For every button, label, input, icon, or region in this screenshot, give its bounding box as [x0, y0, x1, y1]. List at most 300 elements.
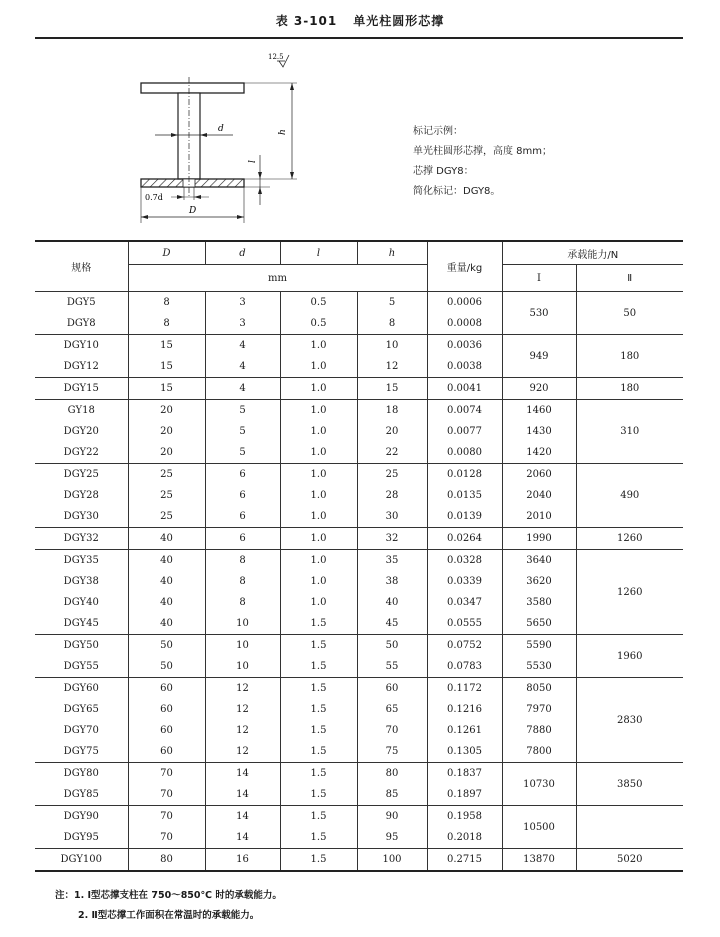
spec-value: DGY15 — [63, 383, 99, 394]
h-value: 15 — [385, 383, 399, 394]
weight-value: 0.2018 — [447, 832, 482, 843]
header-h: h — [357, 241, 427, 265]
cell-cap2: 180 — [576, 335, 683, 378]
table-name: 单光柱圆形芯撑 — [353, 14, 445, 28]
spec-value: DGY20 — [63, 426, 99, 437]
cell-l — [280, 378, 357, 400]
note-2: 2. Ⅱ型芯撑工作面积在常温时的承载能力。 — [78, 910, 260, 921]
weight-value: 0.1837 — [447, 768, 482, 779]
cell-weight — [427, 678, 502, 763]
cell-weight — [427, 400, 502, 464]
cell-spec — [35, 292, 128, 335]
D-value: 70 — [160, 811, 173, 822]
l-value: 1.0 — [310, 447, 327, 458]
spec-value: DGY50 — [63, 640, 99, 651]
cell-cap2: 490 — [576, 464, 683, 528]
cell-d — [205, 550, 280, 635]
cell-cap1 — [502, 528, 576, 550]
table-row-group — [35, 292, 683, 335]
l-value: 1.0 — [310, 426, 327, 437]
roughness-symbol — [268, 53, 289, 67]
weight-value: 0.2715 — [447, 854, 482, 865]
cell-cap1 — [502, 635, 576, 678]
cell-cap2: 310 — [576, 400, 683, 464]
cell-h — [357, 678, 427, 763]
h-value: 12 — [385, 361, 399, 372]
marking-example — [413, 122, 552, 202]
weight-value: 0.0555 — [447, 618, 482, 629]
header-weight: 重量/kg — [427, 241, 502, 292]
spec-value: DGY85 — [63, 789, 99, 800]
d-value: 6 — [239, 511, 246, 522]
l-value: 0.5 — [310, 318, 327, 329]
D-value: 20 — [160, 405, 173, 416]
notes — [55, 886, 282, 926]
spec-value: DGY90 — [63, 811, 99, 822]
cell-h — [357, 335, 427, 378]
table-row-group — [35, 464, 683, 528]
h-value: 38 — [385, 576, 399, 587]
h-value: 50 — [385, 640, 399, 651]
weight-value: 0.0041 — [447, 383, 482, 394]
l-value: 1.0 — [310, 361, 327, 372]
weight-value: 0.1172 — [447, 683, 482, 694]
h-value: 45 — [385, 618, 399, 629]
cell-l — [280, 849, 357, 872]
weight-value: 0.1261 — [447, 725, 482, 736]
cap1-value: 10730 — [523, 778, 555, 790]
cell-h — [357, 763, 427, 806]
cell-spec — [35, 763, 128, 806]
weight-value: 0.0006 — [447, 297, 482, 308]
l-value: 1.0 — [310, 555, 327, 566]
cell-weight — [427, 635, 502, 678]
header-cap-2: Ⅱ — [576, 265, 683, 292]
cell-cap2 — [576, 806, 683, 849]
h-value: 18 — [385, 405, 399, 416]
spec-value: DGY12 — [63, 361, 99, 372]
label-d: d — [218, 124, 224, 134]
cell-d — [205, 335, 280, 378]
d-value: 8 — [239, 576, 246, 587]
h-value: 55 — [385, 661, 399, 672]
cap1-value: 949 — [529, 350, 549, 362]
cell-h — [357, 635, 427, 678]
l-value: 1.5 — [310, 832, 327, 843]
weight-value: 0.0008 — [447, 318, 482, 329]
header-cap-1: Ⅰ — [502, 265, 576, 292]
h-value: 60 — [385, 683, 399, 694]
weight-value: 0.0783 — [447, 661, 482, 672]
note-1: 注：1. Ⅰ型芯撑支柱在 750～850℃ 时的承载能力。 — [55, 890, 282, 901]
cell-d — [205, 849, 280, 872]
cell-cap2: 1960 — [576, 635, 683, 678]
D-value: 50 — [160, 640, 173, 651]
d-value: 8 — [239, 555, 246, 566]
cell-D — [128, 550, 205, 635]
roughness-value: 12.5 — [268, 53, 284, 61]
h-value: 40 — [385, 597, 399, 608]
l-value: 1.0 — [310, 383, 327, 394]
cell-l — [280, 464, 357, 528]
cell-cap1 — [502, 335, 576, 378]
d-value: 14 — [236, 789, 249, 800]
D-value: 40 — [160, 576, 173, 587]
cell-D — [128, 678, 205, 763]
d-value: 12 — [236, 683, 249, 694]
D-value: 15 — [160, 383, 173, 394]
cell-weight — [427, 528, 502, 550]
label-D: D — [189, 206, 197, 216]
D-value: 40 — [160, 533, 173, 544]
cell-weight — [427, 763, 502, 806]
weight-value: 0.0128 — [447, 469, 482, 480]
cell-cap2: 1260 — [576, 550, 683, 635]
h-value: 75 — [385, 746, 399, 757]
spec-value: DGY75 — [63, 746, 99, 757]
l-value: 1.0 — [310, 533, 327, 544]
cell-l — [280, 763, 357, 806]
l-value: 1.0 — [310, 576, 327, 587]
spec-value: DGY8 — [66, 318, 96, 329]
table-number: 表 3-101 — [275, 14, 338, 28]
h-value: 32 — [385, 533, 399, 544]
D-value: 50 — [160, 661, 173, 672]
d-value: 5 — [239, 405, 246, 416]
l-value: 1.5 — [310, 854, 327, 865]
l-value: 1.5 — [310, 768, 327, 779]
d-value: 5 — [239, 447, 246, 458]
weight-value: 0.0038 — [447, 361, 482, 372]
cell-weight — [427, 292, 502, 335]
d-value: 16 — [236, 854, 249, 865]
cap1-value: 1420 — [526, 447, 552, 458]
h-value: 20 — [385, 426, 399, 437]
cell-cap1 — [502, 849, 576, 872]
l-value: 1.5 — [310, 661, 327, 672]
cell-cap2: 5020 — [576, 849, 683, 872]
cap1-value: 3620 — [526, 576, 552, 587]
h-value: 65 — [385, 704, 399, 715]
weight-value: 0.0339 — [447, 576, 482, 587]
table-row-group — [35, 849, 683, 872]
cell-cap1 — [502, 292, 576, 335]
cell-d — [205, 378, 280, 400]
cell-d — [205, 464, 280, 528]
cell-spec — [35, 464, 128, 528]
table-row-group — [35, 635, 683, 678]
d-value: 8 — [239, 597, 246, 608]
spec-value: DGY35 — [63, 555, 99, 566]
cell-cap2: 2830 — [576, 678, 683, 763]
h-value: 22 — [385, 447, 399, 458]
cell-l — [280, 678, 357, 763]
cap1-value: 3640 — [526, 555, 552, 566]
cell-l — [280, 550, 357, 635]
cell-cap2: 50 — [576, 292, 683, 335]
cap1-value: 2010 — [526, 511, 552, 522]
spec-value: DGY38 — [63, 576, 99, 587]
h-value: 90 — [385, 811, 399, 822]
h-value: 10 — [385, 340, 399, 351]
cap1-value: 1990 — [526, 533, 552, 544]
cell-l — [280, 806, 357, 849]
D-value: 60 — [160, 725, 173, 736]
weight-value: 0.0139 — [447, 511, 482, 522]
cell-h — [357, 550, 427, 635]
cap1-value: 13870 — [523, 854, 555, 865]
d-value: 5 — [239, 426, 246, 437]
D-value: 40 — [160, 618, 173, 629]
cell-cap1 — [502, 763, 576, 806]
weight-value: 0.0264 — [447, 533, 482, 544]
D-value: 40 — [160, 597, 173, 608]
cell-l — [280, 528, 357, 550]
weight-value: 0.0036 — [447, 340, 482, 351]
cap1-value: 3580 — [526, 597, 552, 608]
cell-spec — [35, 550, 128, 635]
cell-cap1 — [502, 464, 576, 528]
cap1-value: 2060 — [526, 469, 552, 480]
l-value: 1.0 — [310, 469, 327, 480]
h-value: 70 — [385, 725, 399, 736]
D-value: 25 — [160, 490, 173, 501]
header-l: l — [280, 241, 357, 265]
d-value: 6 — [239, 469, 246, 480]
cell-d — [205, 678, 280, 763]
cap1-value: 5590 — [526, 640, 552, 651]
spec-value: DGY5 — [66, 297, 96, 308]
spec-value: DGY55 — [63, 661, 99, 672]
cell-weight — [427, 849, 502, 872]
top-plate — [141, 83, 244, 93]
D-value: 60 — [160, 704, 173, 715]
core-support-drawing — [105, 45, 320, 230]
cell-weight — [427, 464, 502, 528]
d-value: 6 — [239, 533, 246, 544]
cell-cap2: 1260 — [576, 528, 683, 550]
cell-cap1 — [502, 678, 576, 763]
example-line-2: 芯撑 DGY8： — [413, 166, 474, 177]
cap1-value: 10500 — [523, 821, 555, 833]
D-value: 25 — [160, 511, 173, 522]
l-value: 1.5 — [310, 640, 327, 651]
weight-value: 0.1216 — [447, 704, 482, 715]
cell-spec — [35, 678, 128, 763]
cell-h — [357, 849, 427, 872]
cap1-value: 1460 — [526, 405, 552, 416]
table-row-group — [35, 400, 683, 464]
cap1-value: 530 — [529, 307, 549, 319]
D-value: 15 — [160, 361, 173, 372]
header-unit: mm — [128, 265, 427, 292]
cell-d — [205, 528, 280, 550]
cell-weight — [427, 550, 502, 635]
D-value: 8 — [163, 297, 170, 308]
weight-value: 0.0347 — [447, 597, 482, 608]
h-value: 80 — [385, 768, 399, 779]
spec-value: DGY45 — [63, 618, 99, 629]
cell-h — [357, 378, 427, 400]
D-value: 25 — [160, 469, 173, 480]
cap1-value: 8050 — [526, 683, 552, 694]
cell-l — [280, 400, 357, 464]
spec-value: DGY25 — [63, 469, 99, 480]
top-rule — [35, 37, 683, 39]
example-line-3: 简化标记：DGY8。 — [413, 186, 501, 197]
spec-value: DGY80 — [63, 768, 99, 779]
cell-spec — [35, 528, 128, 550]
cell-D — [128, 528, 205, 550]
d-value: 6 — [239, 490, 246, 501]
weight-value: 0.0752 — [447, 640, 482, 651]
D-value: 20 — [160, 426, 173, 437]
D-value: 20 — [160, 447, 173, 458]
cell-D — [128, 763, 205, 806]
cell-weight — [427, 335, 502, 378]
D-value: 60 — [160, 746, 173, 757]
table-row-group — [35, 678, 683, 763]
weight-value: 0.0074 — [447, 405, 482, 416]
header-capacity: 承载能力/N — [502, 241, 683, 265]
d-value: 4 — [239, 361, 246, 372]
spec-value: DGY10 — [63, 340, 99, 351]
header-spec: 规格 — [35, 241, 128, 292]
D-value: 80 — [160, 854, 173, 865]
cell-cap2: 3850 — [576, 763, 683, 806]
spec-value: GY18 — [67, 405, 95, 416]
cell-spec — [35, 400, 128, 464]
cell-d — [205, 635, 280, 678]
l-value: 1.5 — [310, 704, 327, 715]
cell-spec — [35, 335, 128, 378]
spec-value: DGY22 — [63, 447, 99, 458]
cell-cap2: 180 — [576, 378, 683, 400]
cap1-value: 5650 — [526, 618, 552, 629]
spec-value: DGY30 — [63, 511, 99, 522]
cell-spec — [35, 849, 128, 872]
table-row-group — [35, 806, 683, 849]
cell-d — [205, 400, 280, 464]
cell-l — [280, 292, 357, 335]
D-value: 70 — [160, 789, 173, 800]
d-value: 14 — [236, 811, 249, 822]
cell-spec — [35, 806, 128, 849]
d-value: 4 — [239, 340, 246, 351]
weight-value: 0.1897 — [447, 789, 482, 800]
spec-value: DGY70 — [63, 725, 99, 736]
example-line-1: 单光柱圆形芯撑，高度 8mm； — [413, 146, 553, 157]
weight-value: 0.1305 — [447, 746, 482, 757]
cell-D — [128, 464, 205, 528]
weight-value: 0.0135 — [447, 490, 482, 501]
d-value: 3 — [239, 318, 246, 329]
d-value: 4 — [239, 383, 246, 394]
cap1-value: 7880 — [526, 725, 552, 736]
table-row-group — [35, 335, 683, 378]
table-row-group — [35, 763, 683, 806]
cell-D — [128, 335, 205, 378]
l-value: 1.0 — [310, 597, 327, 608]
cell-h — [357, 400, 427, 464]
l-value: 1.0 — [310, 340, 327, 351]
table-row-group — [35, 550, 683, 635]
d-value: 10 — [236, 661, 249, 672]
cell-h — [357, 528, 427, 550]
spec-value: DGY28 — [63, 490, 99, 501]
h-value: 5 — [388, 297, 396, 308]
header-d: d — [205, 241, 280, 265]
cap1-value: 2040 — [526, 490, 552, 501]
cell-D — [128, 635, 205, 678]
d-value: 12 — [236, 746, 249, 757]
l-value: 1.5 — [310, 618, 327, 629]
table-title — [0, 12, 720, 29]
cell-l — [280, 635, 357, 678]
d-value: 12 — [236, 725, 249, 736]
l-value: 1.0 — [310, 511, 327, 522]
cap1-value: 5530 — [526, 661, 552, 672]
cell-D — [128, 806, 205, 849]
h-value: 8 — [388, 318, 396, 329]
l-value: 1.5 — [310, 811, 327, 822]
cell-d — [205, 806, 280, 849]
cell-D — [128, 400, 205, 464]
weight-value: 0.0328 — [447, 555, 482, 566]
cell-weight — [427, 806, 502, 849]
cell-d — [205, 763, 280, 806]
spec-value: DGY40 — [63, 597, 99, 608]
d-value: 10 — [236, 640, 249, 651]
table-row-group — [35, 378, 683, 400]
table-row-group — [35, 528, 683, 550]
D-value: 15 — [160, 340, 173, 351]
cell-spec — [35, 378, 128, 400]
weight-value: 0.0080 — [447, 447, 482, 458]
h-value: 30 — [385, 511, 399, 522]
weight-value: 0.0077 — [447, 426, 482, 437]
spec-value: DGY95 — [63, 832, 99, 843]
spec-table — [35, 240, 683, 872]
cell-spec — [35, 635, 128, 678]
weight-value: 0.1958 — [447, 811, 482, 822]
h-value: 85 — [385, 789, 399, 800]
cell-D — [128, 378, 205, 400]
l-value: 1.0 — [310, 405, 327, 416]
l-value: 1.0 — [310, 490, 327, 501]
cap1-value: 1430 — [526, 426, 552, 437]
h-value: 28 — [385, 490, 399, 501]
table-body — [35, 292, 683, 872]
cell-cap1 — [502, 806, 576, 849]
cell-D — [128, 849, 205, 872]
spec-value: DGY60 — [63, 683, 99, 694]
label-h: h — [278, 129, 288, 135]
cell-h — [357, 464, 427, 528]
d-value: 10 — [236, 618, 249, 629]
h-value: 95 — [385, 832, 399, 843]
cell-cap1 — [502, 400, 576, 464]
d-value: 12 — [236, 704, 249, 715]
D-value: 60 — [160, 683, 173, 694]
l-value: 1.5 — [310, 683, 327, 694]
cell-cap1 — [502, 378, 576, 400]
label-0-7d: 0.7d — [145, 193, 163, 202]
D-value: 70 — [160, 768, 173, 779]
spec-value: DGY65 — [63, 704, 99, 715]
cell-D — [128, 292, 205, 335]
cell-d — [205, 292, 280, 335]
